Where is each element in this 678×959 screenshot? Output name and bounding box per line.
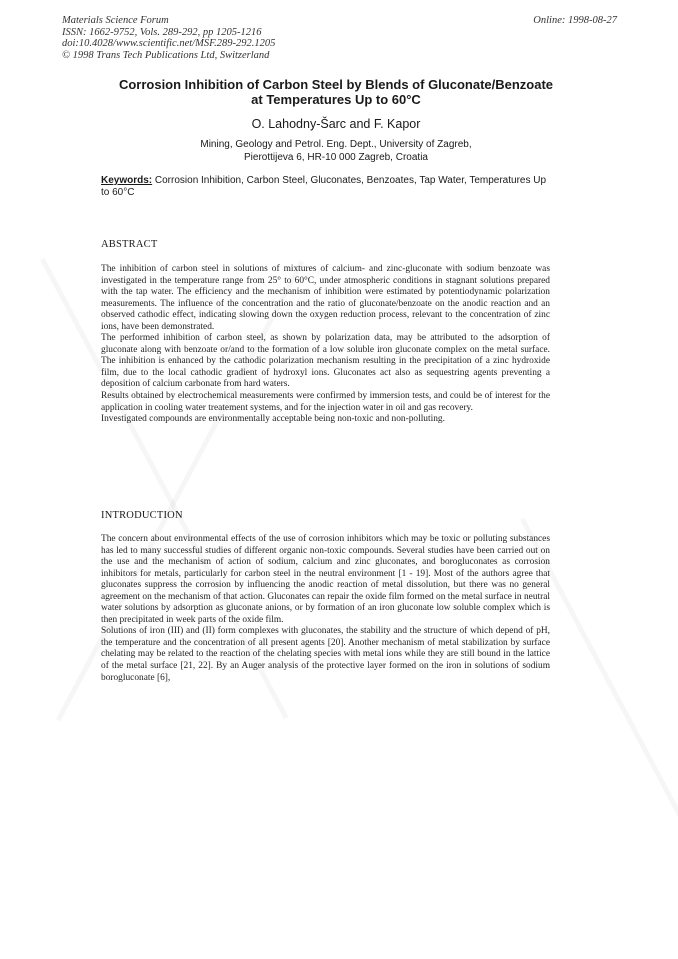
- copyright-line: © 1998 Trans Tech Publications Ltd, Switzerland: [62, 49, 270, 61]
- issn-line: ISSN: 1662-9752, Vols. 289-292, pp 1205-1216: [62, 26, 262, 38]
- title-line-1: Corrosion Inhibition of Carbon Steel by Blends of Gluconate/Benzoate: [118, 77, 554, 92]
- journal-header: [62, 15, 617, 61]
- abstract-paragraph: The performed inhibition of carbon steel, as shown by polarization data, may be attributed to the adsorption of gluconate along with benzoate or/and to the formation of a low soluble iron gluconate complex on the metal surface. The inhibition is enhanced by the cathodic polarization mechanism resulting in the precipitation of a zinc hydroxide film, due to the local cathodic gradient of hydroxyl ions. Gluconates act also as sequestring agents preventing a deposition of calcium carbonate from hard waters.: [101, 333, 550, 390]
- introduction-paragraph: The concern about environmental effects of the use of corrosion inhibitors which may be toxic or polluting substances has led to many successful studies of different organic non-toxic compounds. Several studies have been carried out on the use and the mechanism of action of sodium, calcium and zinc gluconates, and borogluconates as corrosion inhibitors for metals, particularly for carbon steel in the neutral environment [1 - 19]. Most of the authors agree that gluconates suppress the corrosion by influencing the anodic reaction of metal dissolution, but there was no general agreement on the mechanism of that action. Gluconates can repair the oxide film formed on the metal surface in neutral water solutions by adsorption as gluconate anions, or by formation of an iron gluconate low soluble complex which is then precipitated in week parts of the oxide film.: [101, 534, 550, 625]
- affiliation-line-1: Mining, Geology and Petrol. Eng. Dept., University of Zagreb,: [200, 139, 472, 150]
- affiliation-line-2: Pierottijeva 6, HR-10 000 Zagreb, Croatia: [244, 151, 428, 163]
- journal-name: Materials Science Forum: [62, 15, 169, 26]
- paper-title: [86, 77, 586, 107]
- title-line-2: at Temperatures Up to 60°C: [251, 92, 421, 107]
- abstract-body: [101, 264, 550, 426]
- introduction-paragraph: Solutions of iron (III) and (II) form complexes with gluconates, the stability and the structure of which depend of pH, the temperature and the concentration of all present agents [20]. Another mechanism of metal stabilization by surface chelating may be related to the reaction of the chelating species with metal ions while they are still bound in the lattice of the metal surface [21, 22]. By an Auger analysis of the protective layer formed on the iron in solutions of sodium borogluconate [6],: [101, 626, 550, 683]
- abstract-paragraph: Investigated compounds are environmentally acceptable being non-toxic and non-polluting.: [101, 414, 445, 425]
- abstract-paragraph: Results obtained by electrochemical measurements were confirmed by immersion tests, and could be of interest for the application in cooling water treatement systems, and for the injection water in oil and gas recovery.: [101, 391, 550, 413]
- keywords-text: Corrosion Inhibition, Carbon Steel, Gluconates, Benzoates, Tap Water, Temperatures Up to 60°C: [101, 175, 547, 198]
- online-date: Online: 1998-08-27: [533, 15, 617, 26]
- keywords: [101, 175, 551, 198]
- doi-line[interactable]: doi:10.4028/www.scientific.net/MSF.289-292.1205: [62, 38, 276, 49]
- introduction-heading: INTRODUCTION: [101, 510, 183, 521]
- introduction-body: [101, 534, 550, 684]
- abstract-heading: ABSTRACT: [101, 239, 158, 250]
- affiliation: [86, 139, 586, 164]
- keywords-label: Keywords:: [101, 175, 153, 186]
- abstract-paragraph: The inhibition of carbon steel in solutions of mixtures of calcium- and zinc-gluconate with sodium benzoate was investigated in the temperature range from 25° to 60°C, under atmospheric conditions in stagnant solutions prepared with the tap water. The efficiency and the mechanism of inhibition were estimated by potentiodynamic polarization measurements. The influence of the concentration and the ratio of gluconate/benzoate on the anodic reaction and an observed cathodic effect, indicating slowing down the oxygen reduction process, relevant to the concentration of zinc ions, have been demonstrated.: [101, 264, 550, 332]
- authors: O. Lahodny-Šarc and F. Kapor: [251, 117, 421, 131]
